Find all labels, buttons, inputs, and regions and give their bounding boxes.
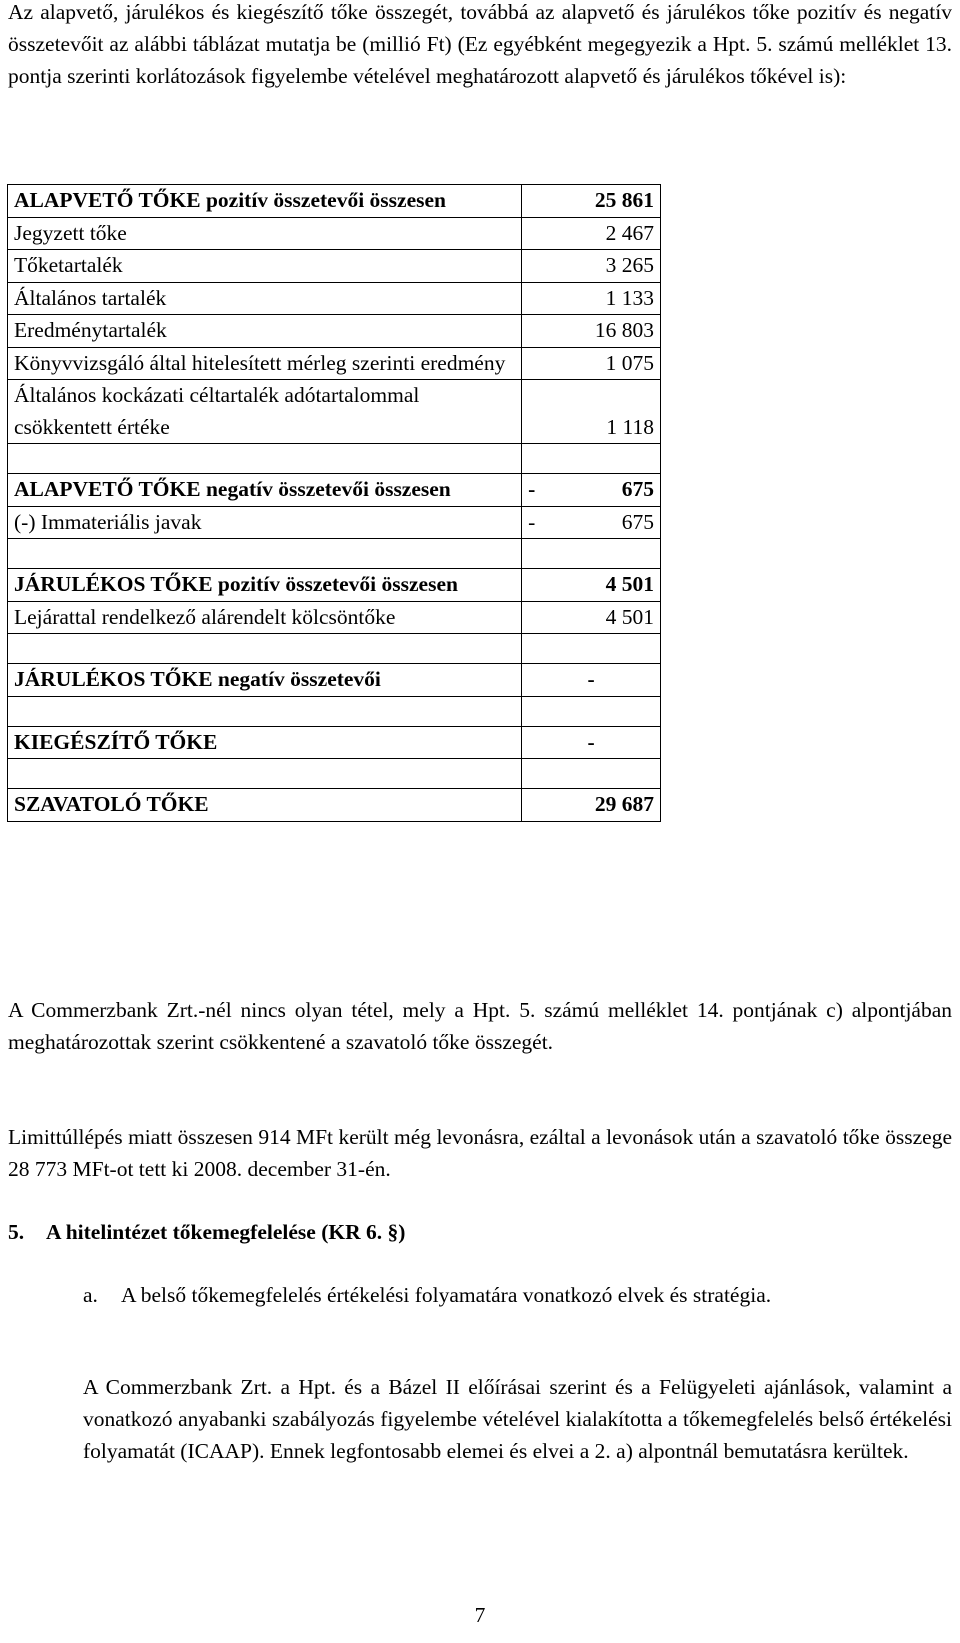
- table-row: [8, 789, 661, 822]
- subsection-heading: [83, 1279, 952, 1311]
- row-value: 1 075: [522, 347, 661, 380]
- table-row: [8, 347, 661, 380]
- table-row: [8, 250, 661, 283]
- subsection-title: A belső tőkemegfelelés értékelési folyamatára vonatkozó elvek és stratégia.: [121, 1283, 772, 1307]
- page-number: 7: [474, 1603, 486, 1627]
- row-label: Általános kockázati céltartalék adótartalommal csökkentett értéke: [8, 380, 522, 444]
- table-row: [8, 217, 661, 250]
- table-row: [8, 380, 661, 444]
- row-value: 1 118: [522, 380, 661, 444]
- table-spacer-row: [8, 444, 661, 474]
- section-heading: [8, 1216, 405, 1248]
- table-spacer-row: [8, 696, 661, 726]
- table-row: [8, 506, 661, 539]
- table-row: [8, 474, 661, 507]
- value-number: 675: [621, 509, 654, 534]
- row-label: Általános tartalék: [8, 282, 522, 315]
- row-value: -: [522, 664, 661, 697]
- row-label: Jegyzett tőke: [8, 217, 522, 250]
- row-label: JÁRULÉKOS TŐKE negatív összetevői: [8, 664, 522, 697]
- row-value: -: [522, 726, 661, 759]
- row-label: ALAPVETŐ TŐKE pozitív összetevői összesen: [8, 185, 522, 218]
- row-value: 3 265: [522, 250, 661, 283]
- table-row: [8, 664, 661, 697]
- row-value: 29 687: [522, 789, 661, 822]
- row-value: [522, 506, 661, 539]
- section-number: 5.: [8, 1220, 25, 1244]
- row-value: 2 467: [522, 217, 661, 250]
- table-row: [8, 315, 661, 348]
- capital-table: [7, 184, 661, 822]
- table-spacer-row: [8, 634, 661, 664]
- row-label: Eredménytartalék: [8, 315, 522, 348]
- row-label: Tőketartalék: [8, 250, 522, 283]
- paragraph-no-deduction: A Commerzbank Zrt.-nél nincs olyan tétel, mely a Hpt. 5. számú melléklet 14. pontjának c) alpontjában meghatározottak szerint csökkentené a szavatoló tőke összegét.: [8, 998, 952, 1054]
- row-label: KIEGÉSZÍTŐ TŐKE: [8, 726, 522, 759]
- row-label: ALAPVETŐ TŐKE negatív összetevői összesen: [8, 474, 522, 507]
- paragraph-icaap: A Commerzbank Zrt. a Hpt. és a Bázel II előírásai szerint és a Felügyeleti ajánlások, valamint a vonatkozó anyabanki szabályozás figyelembe vételével kialakította a tőkemegfelelés belső értékelési folyamatát (ICAAP). Ennek legfontosabb elemei és elvei a 2. a) alpontnál bemutatásra kerültek.: [83, 1375, 952, 1463]
- row-value: 16 803: [522, 315, 661, 348]
- row-value: 25 861: [522, 185, 661, 218]
- table-row: [8, 282, 661, 315]
- row-label: Lejárattal rendelkező alárendelt kölcsöntőke: [8, 601, 522, 634]
- table-row: [8, 569, 661, 602]
- minus-sign: -: [528, 509, 536, 534]
- row-label: Könyvvizsgáló által hitelesített mérleg szerinti eredmény: [8, 347, 522, 380]
- table-spacer-row: [8, 539, 661, 569]
- table-row: [8, 601, 661, 634]
- section-title: A hitelintézet tőkemegfelelése (KR 6. §): [46, 1220, 406, 1244]
- minus-sign: -: [528, 477, 536, 501]
- row-label: JÁRULÉKOS TŐKE pozitív összetevői összesen: [8, 569, 522, 602]
- table-row: [8, 185, 661, 218]
- row-value: 4 501: [522, 601, 661, 634]
- table-spacer-row: [8, 759, 661, 789]
- row-label: (-) Immateriális javak: [8, 506, 522, 539]
- value-number: 675: [621, 477, 654, 501]
- intro-paragraph: Az alapvető, járulékos és kiegészítő tőke összegét, továbbá az alapvető és járulékos tőke pozitív és negatív összetevőit az alábbi táblázat mutatja be (millió Ft) (Ez egyébként megegyezik a Hpt. 5. számú melléklet 13. pontja szerinti korlátozások figyelembe vételével meghatározott alapvető és járulékos tőkével is):: [8, 0, 952, 88]
- row-label: SZAVATOLÓ TŐKE: [8, 789, 522, 822]
- paragraph-limit-excess: Limittúllépés miatt összesen 914 MFt került még levonásra, ezáltal a levonások után a szavatoló tőke összege 28 773 MFt-ot tett ki 2008. december 31-én.: [8, 1125, 952, 1181]
- table-row: [8, 726, 661, 759]
- row-value: [522, 474, 661, 507]
- row-value: 1 133: [522, 282, 661, 315]
- row-value: 4 501: [522, 569, 661, 602]
- subsection-letter: a.: [83, 1283, 98, 1307]
